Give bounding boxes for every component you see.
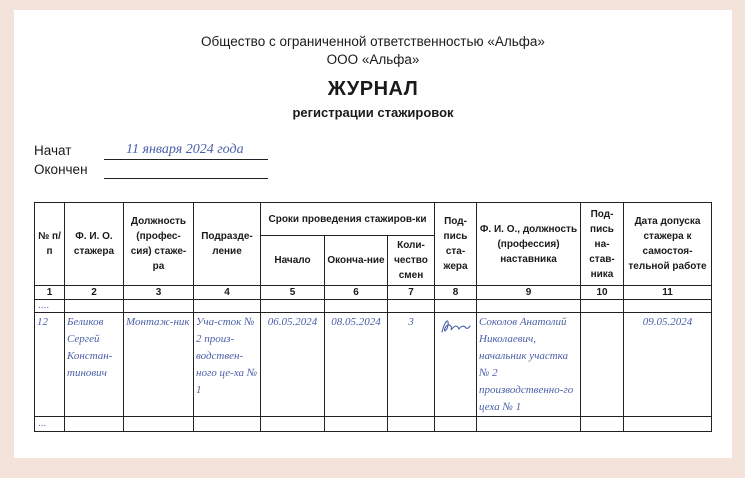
started-label: Начат bbox=[34, 143, 72, 158]
column-number: 7 bbox=[388, 286, 435, 300]
signature-icon bbox=[439, 316, 473, 336]
row-end-date: 08.05.2024 bbox=[331, 316, 381, 328]
row-mentor: Соколов Анатолий Николаевич, начальник участка № 2 производственно-го цеха № 1 bbox=[479, 316, 574, 413]
row-start-date: 06.05.2024 bbox=[267, 316, 318, 328]
col-header-intern-signature: Под-пись ста-жера bbox=[435, 203, 477, 286]
col-header-period-group: Сроки проведения стажиров-ки bbox=[261, 203, 435, 236]
organization-short-name: ООО «Альфа» bbox=[326, 52, 420, 67]
row-intern-signature bbox=[435, 313, 477, 417]
ended-field bbox=[104, 162, 268, 179]
col-header-shifts: Коли-чество смен bbox=[388, 236, 435, 286]
column-number-row bbox=[35, 286, 712, 300]
table-row bbox=[35, 313, 712, 417]
ellipsis-cell: .... bbox=[35, 300, 65, 313]
column-number: 8 bbox=[435, 286, 477, 300]
column-number: 1 bbox=[35, 286, 65, 300]
row-shifts: 3 bbox=[408, 316, 414, 328]
ellipsis-row-bottom bbox=[35, 417, 712, 432]
col-header-department: Подразде-ление bbox=[194, 203, 261, 286]
journal-title: ЖУРНАЛ bbox=[327, 78, 419, 100]
col-header-end: Оконча-ние bbox=[325, 236, 388, 286]
column-number: 6 bbox=[325, 286, 388, 300]
column-number: 11 bbox=[624, 286, 712, 300]
ended-label: Окончен bbox=[34, 162, 88, 177]
organization-full-name: Общество с ограниченной ответственностью «Альфа» bbox=[201, 34, 545, 49]
col-header-mentor: Ф. И. О., должность (профессия) наставника bbox=[477, 203, 581, 286]
column-number: 4 bbox=[194, 286, 261, 300]
row-department: Уча-сток № 2 произ-водствен-ного це-ха № 1 bbox=[196, 316, 258, 396]
col-header-intern-name: Ф. И. О. стажера bbox=[65, 203, 124, 286]
column-number: 9 bbox=[477, 286, 581, 300]
row-position: Монтаж-ник bbox=[126, 316, 190, 328]
journal-subtitle: регистрации стажировок bbox=[292, 105, 454, 120]
started-field bbox=[104, 143, 268, 160]
row-intern-name: Беликов Сергей Констан-тинович bbox=[67, 316, 113, 379]
column-number: 5 bbox=[261, 286, 325, 300]
ellipsis-cell-bottom: ... bbox=[35, 417, 65, 432]
row-admission-date: 09.05.2024 bbox=[642, 316, 693, 328]
col-header-position: Должность (профес-сия) стаже-ра bbox=[124, 203, 194, 286]
column-number: 10 bbox=[581, 286, 624, 300]
row-num: 12 bbox=[37, 316, 48, 328]
journal-page bbox=[14, 10, 732, 458]
internship-table bbox=[34, 202, 712, 432]
started-value: 11 января 2024 года bbox=[126, 142, 244, 157]
ellipsis-row bbox=[35, 300, 712, 313]
header-row bbox=[35, 203, 712, 236]
col-header-start: Начало bbox=[261, 236, 325, 286]
column-number: 3 bbox=[124, 286, 194, 300]
column-number: 2 bbox=[65, 286, 124, 300]
col-header-admission-date: Дата допуска стажера к самостоя-тельной работе bbox=[624, 203, 712, 286]
col-header-mentor-signature: Под-пись на-став-ника bbox=[581, 203, 624, 286]
col-header-num: № п/п bbox=[35, 203, 65, 286]
